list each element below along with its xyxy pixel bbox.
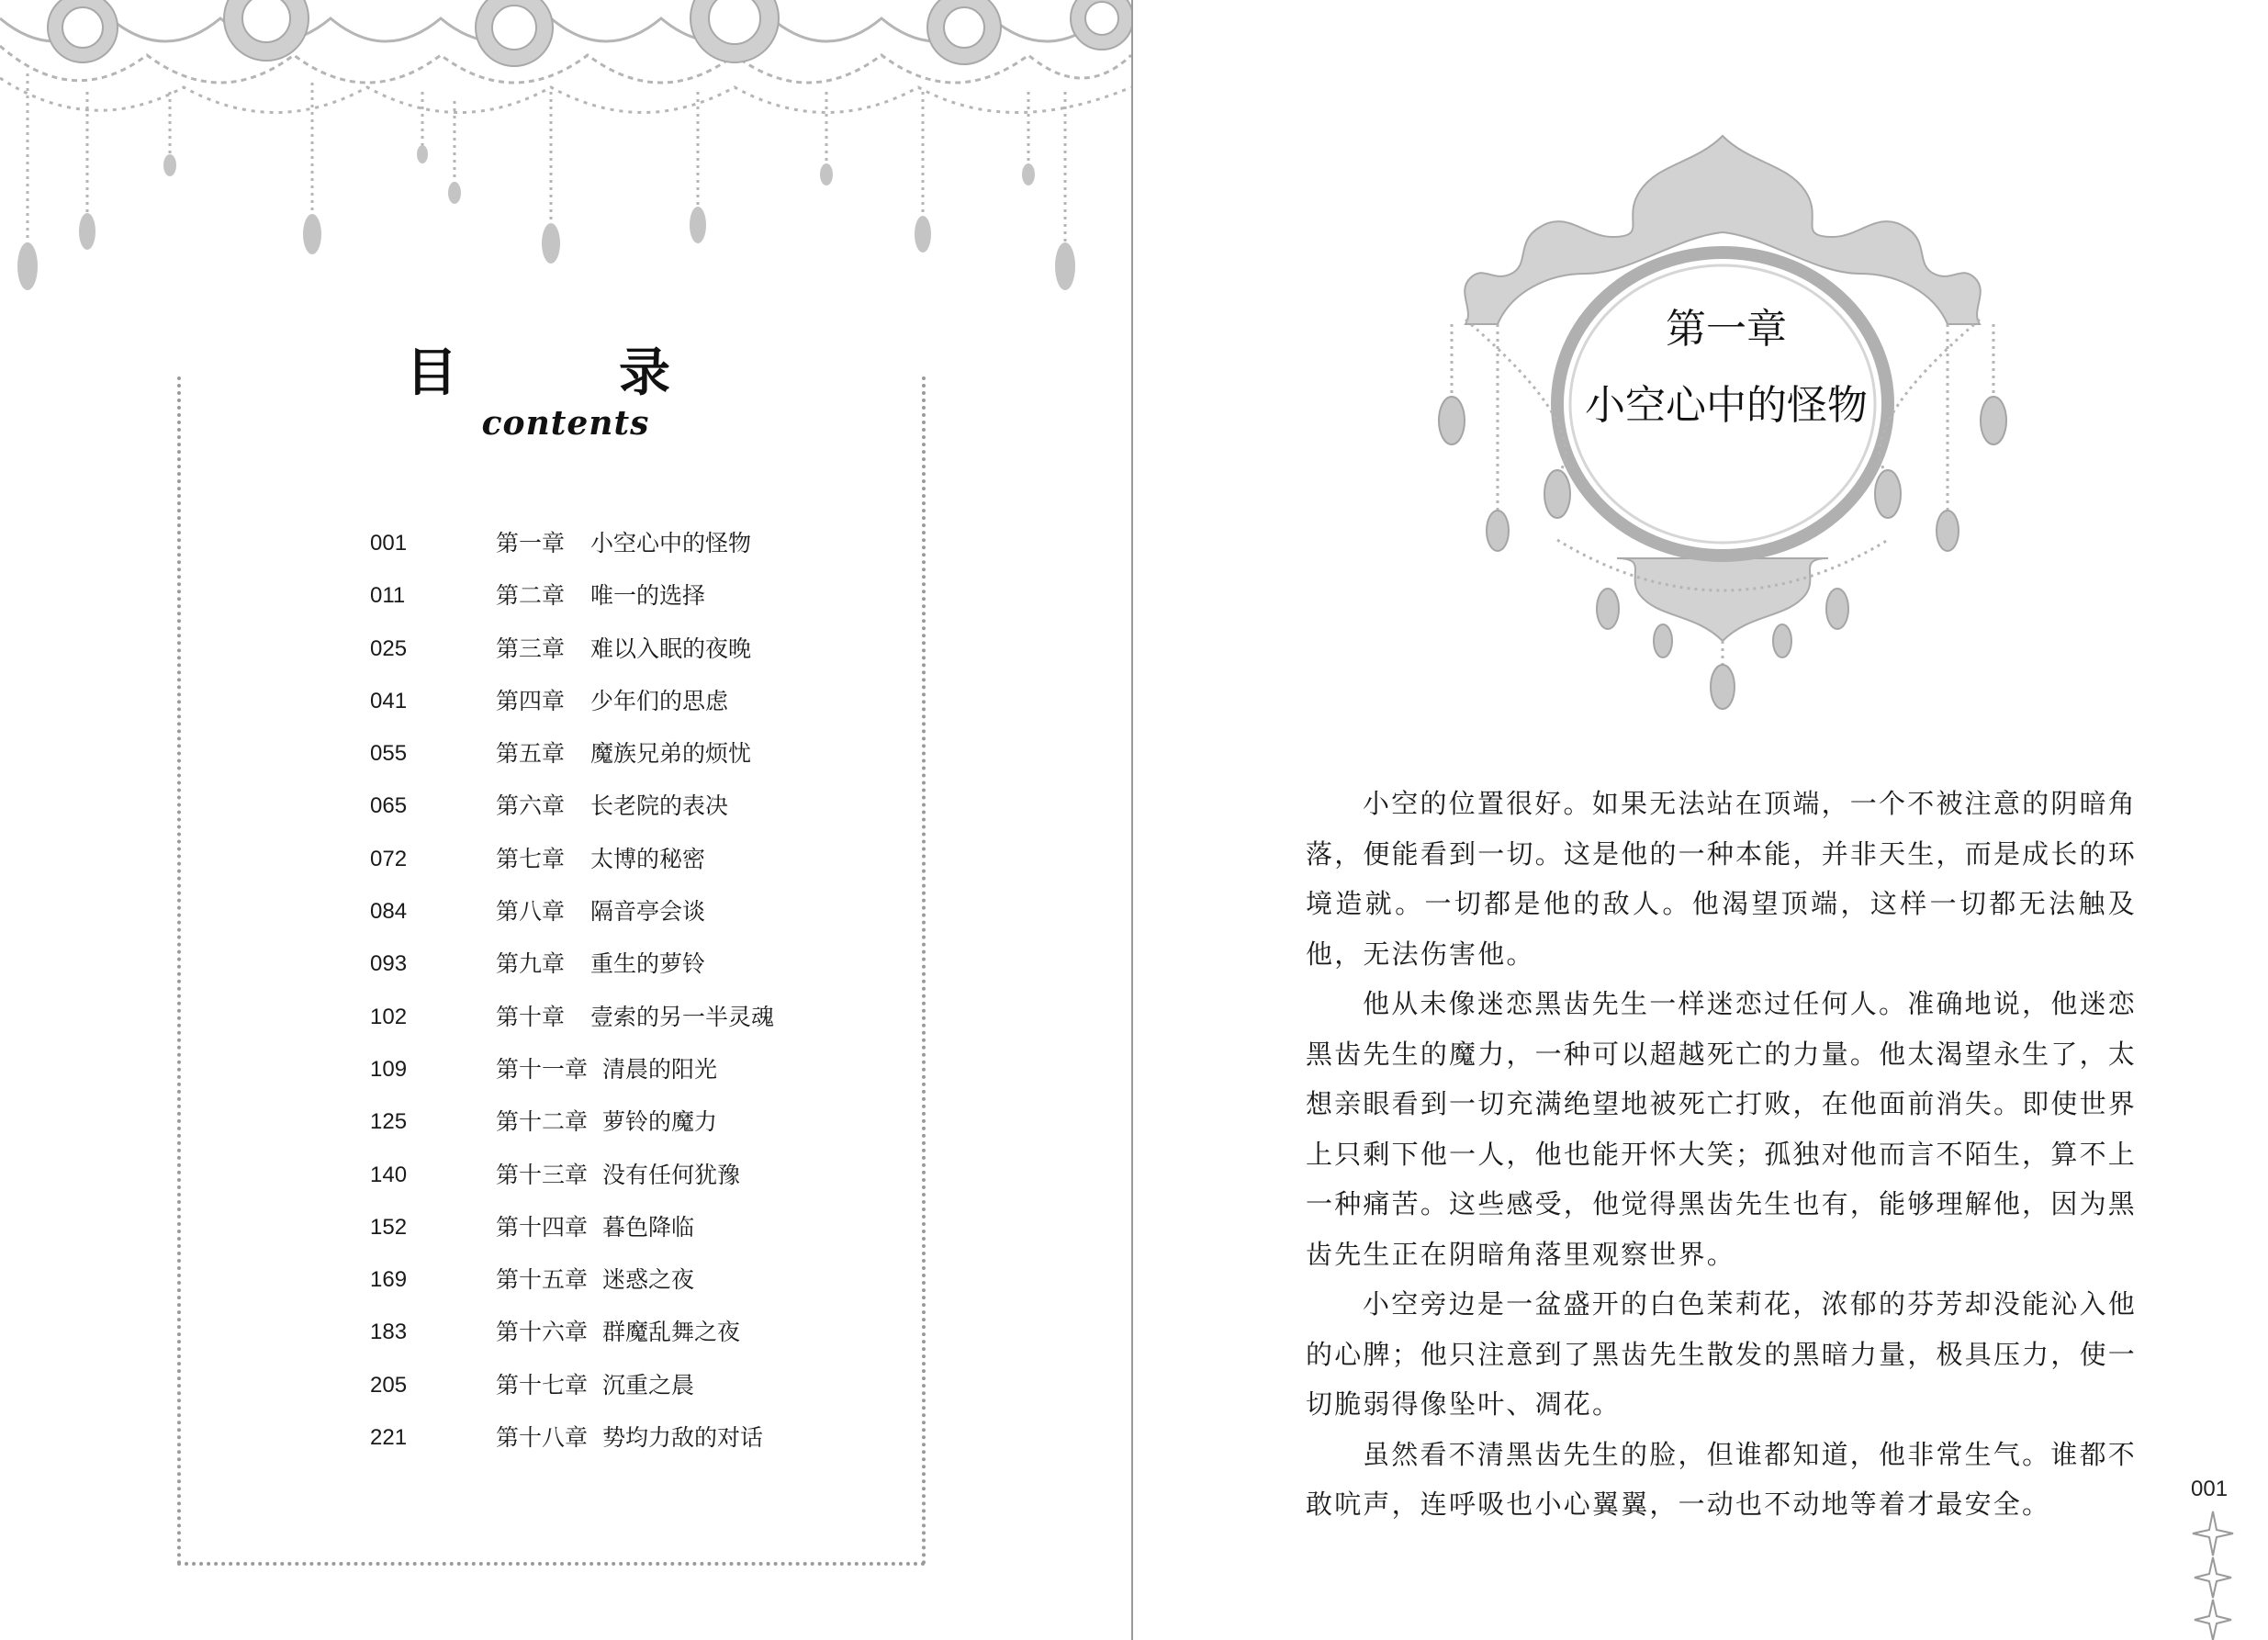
toc-chapter-name: 重生的萝铃 bbox=[590, 950, 706, 978]
toc-chapter-name: 势均力敌的对话 bbox=[602, 1424, 764, 1452]
toc-chapter-label: 第八章 bbox=[496, 898, 566, 926]
toc-chapter-name: 壹索的另一半灵魂 bbox=[590, 1003, 775, 1030]
toc-page-number: 152 bbox=[370, 1214, 408, 1240]
toc-page-number: 205 bbox=[370, 1372, 408, 1398]
toc-chapter-label: 第三章 bbox=[496, 635, 566, 662]
toc-chapter-label: 第十二章 bbox=[496, 1108, 589, 1136]
toc-chapter-label: 第六章 bbox=[496, 792, 566, 820]
toc-chapter-name: 太博的秘密 bbox=[590, 845, 706, 872]
toc-page-number: 093 bbox=[370, 951, 408, 977]
toc-chapter-name: 群魔乱舞之夜 bbox=[602, 1319, 741, 1346]
toc-chapter-name: 沉重之晨 bbox=[602, 1371, 695, 1398]
toc-chapter-name: 迷惑之夜 bbox=[602, 1266, 695, 1294]
toc-chapter-label: 第十章 bbox=[496, 1003, 566, 1030]
toc-chapter-label: 第十五章 bbox=[496, 1266, 589, 1294]
toc-chapter-label: 第十八章 bbox=[496, 1424, 589, 1452]
toc-chapter-name: 清晨的阳光 bbox=[602, 1055, 718, 1083]
left-page bbox=[0, 0, 1131, 1640]
toc-page-number: 125 bbox=[370, 1109, 408, 1135]
lace-chandelier-ornament bbox=[0, 0, 1131, 303]
paragraph: 虽然看不清黑齿先生的脸，但谁都知道，他非常生气。谁都不敢吭声，连呼吸也小心翼翼，一动也不动地等着才最安全。 bbox=[1306, 1438, 2137, 1520]
toc-page-number: 102 bbox=[370, 1004, 408, 1029]
chapter-body bbox=[1306, 779, 2137, 1530]
toc-chapter-name: 萝铃的魔力 bbox=[602, 1108, 718, 1136]
toc-entry[interactable] bbox=[370, 1051, 921, 1104]
toc-entry[interactable] bbox=[370, 683, 921, 736]
toc-entry[interactable] bbox=[370, 841, 921, 893]
toc-entry[interactable] bbox=[370, 1104, 921, 1156]
toc-chapter-name: 小空心中的怪物 bbox=[590, 530, 752, 556]
toc-page-number: 001 bbox=[370, 531, 408, 556]
toc-chapter-label: 第十一章 bbox=[496, 1055, 589, 1083]
toc-chapter-name: 隔音亭会谈 bbox=[590, 898, 706, 926]
paragraph: 小空旁边是一盆盛开的白色茉莉花，浓郁的芬芳却没能沁入他的心脾；他只注意到了黑齿先生散发的黑暗力量，极具压力，使一切脆弱得像坠叶、凋花。 bbox=[1306, 1288, 2137, 1420]
toc-entry[interactable] bbox=[370, 525, 921, 578]
toc-page-number: 140 bbox=[370, 1162, 408, 1187]
toc-entry[interactable] bbox=[370, 1157, 921, 1209]
toc-entry[interactable] bbox=[370, 893, 921, 946]
toc-page-number: 221 bbox=[370, 1425, 408, 1451]
page-number: 001 bbox=[2191, 1477, 2229, 1501]
toc-entry[interactable] bbox=[370, 578, 921, 630]
toc-chapter-name: 魔族兄弟的烦忧 bbox=[590, 740, 752, 768]
toc-entry[interactable] bbox=[370, 788, 921, 840]
toc-entry[interactable] bbox=[370, 1367, 921, 1420]
toc-chapter-name: 少年们的思虑 bbox=[590, 687, 729, 714]
toc-chapter-label: 第五章 bbox=[496, 740, 566, 768]
chapter-number: 第一章 bbox=[1666, 306, 1787, 353]
toc-page-number: 065 bbox=[370, 793, 408, 819]
toc-page-number: 041 bbox=[370, 688, 408, 713]
toc-chapter-label: 第十三章 bbox=[496, 1161, 589, 1188]
star-ornament bbox=[2185, 1506, 2240, 1640]
toc-chapter-name: 难以入眠的夜晚 bbox=[590, 635, 752, 662]
toc-chapter-label: 第十七章 bbox=[496, 1371, 589, 1398]
paragraph: 小空的位置很好。如果无法站在顶端，一个不被注意的阴暗角落，便能看到一切。这是他的一种本能，并非天生，而是成长的环境造就。一切都是他的敌人。他渴望顶端，这样一切都无法触及他，无法伤害他。 bbox=[1306, 788, 2137, 970]
toc-chapter-label: 第十四章 bbox=[496, 1213, 589, 1241]
toc-chapter-label: 第二章 bbox=[496, 582, 566, 610]
toc-page-number: 109 bbox=[370, 1056, 408, 1082]
toc-entry[interactable] bbox=[370, 946, 921, 998]
toc-entry[interactable] bbox=[370, 1262, 921, 1314]
toc-chapter-label: 第一章 bbox=[496, 530, 566, 556]
chapter-title: 小空心中的怪物 bbox=[1585, 382, 1868, 429]
toc-chapter-name: 没有任何犹豫 bbox=[602, 1161, 741, 1188]
toc-chapter-name: 唯一的选择 bbox=[590, 582, 706, 610]
toc-page-number: 025 bbox=[370, 635, 408, 661]
toc-page-number: 055 bbox=[370, 741, 408, 767]
toc-chapter-label: 第九章 bbox=[496, 950, 566, 978]
toc-chapter-name: 长老院的表决 bbox=[590, 792, 729, 820]
toc-page-number: 169 bbox=[370, 1267, 408, 1293]
toc-page-number: 072 bbox=[370, 846, 408, 871]
paragraph: 他从未像迷恋黑齿先生一样迷恋过任何人。准确地说，他迷恋黑齿先生的魔力，一种可以超越死亡的力量。他太渴望永生了，太想亲眼看到一切充满绝望地被死亡打败，在他面前消失。即使世界上只剩下他一人，他也能开怀大笑；孤独对他而言不陌生，算不上一种痛苦。这些感受，他觉得黑齿先生也有，能够理解他，因为黑齿先生正在阴暗角落里观察世界。 bbox=[1306, 988, 2137, 1270]
toc-subtitle: contents bbox=[481, 404, 650, 443]
toc-page-number: 084 bbox=[370, 899, 408, 925]
toc-list bbox=[370, 525, 921, 1472]
toc-chapter-label: 第十六章 bbox=[496, 1319, 589, 1346]
toc-entry[interactable] bbox=[370, 1314, 921, 1366]
toc-entry[interactable] bbox=[370, 1209, 921, 1262]
toc-entry[interactable] bbox=[370, 1420, 921, 1472]
toc-chapter-name: 暮色降临 bbox=[602, 1213, 695, 1241]
toc-chapter-label: 第四章 bbox=[496, 687, 566, 714]
toc-page-number: 183 bbox=[370, 1320, 408, 1345]
toc-chapter-label: 第七章 bbox=[496, 845, 566, 872]
toc-entry[interactable] bbox=[370, 631, 921, 683]
toc-page-number: 011 bbox=[370, 583, 406, 609]
toc-entry[interactable] bbox=[370, 999, 921, 1051]
toc-title: 目 录 bbox=[406, 343, 725, 403]
toc-entry[interactable] bbox=[370, 736, 921, 788]
